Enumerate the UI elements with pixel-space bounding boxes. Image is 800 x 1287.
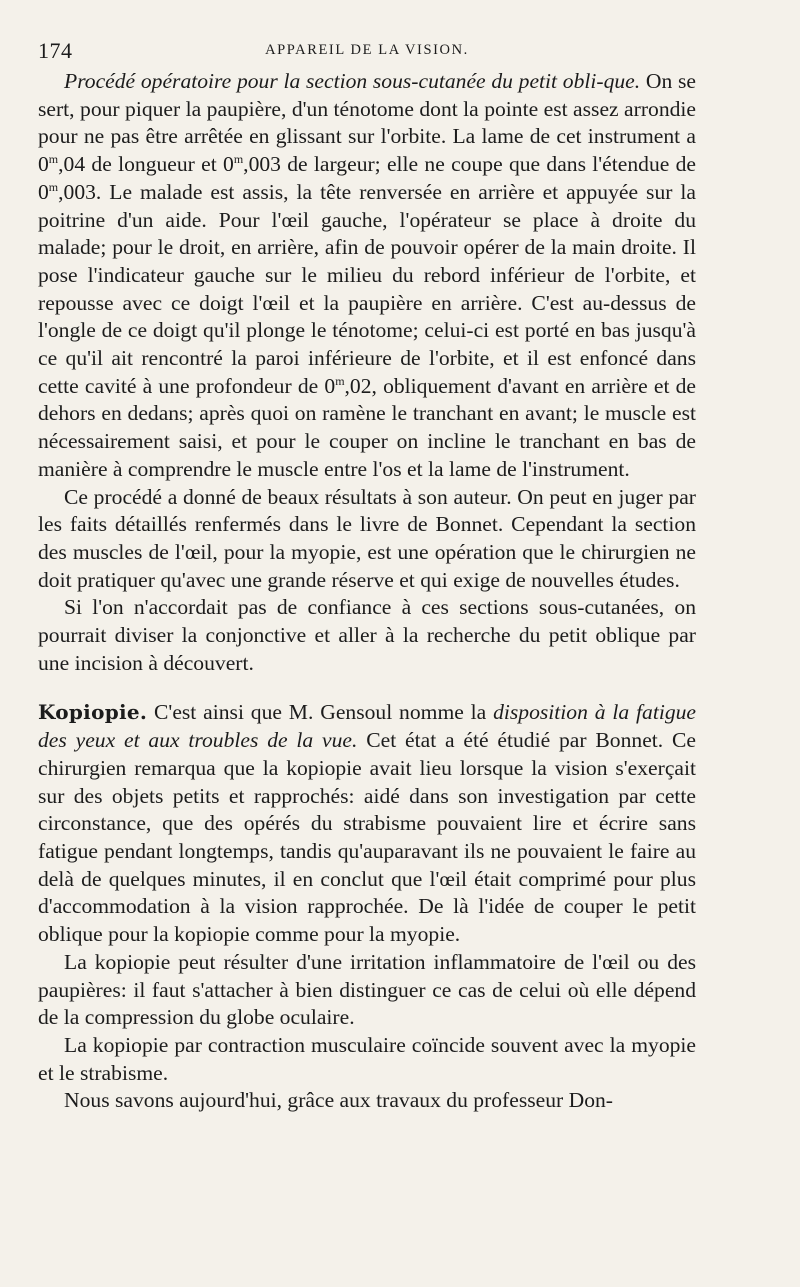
paragraph-continuation: Nous savons aujourd'hui, grâce aux travaux du professeur Don- [64,1088,613,1113]
text-run: C'est ainsi que M. Gensoul nomme la [147,700,494,725]
paragraph-alternative: Si l'on n'accordait pas de confiance à ces sections sous-cutanées, on pourrait diviser la conjonctive et aller à la recherche du petit oblique par une incision à découvert. [38,595,696,675]
text-run: On se sert, pour piquer la paupière, d'un ténotome dont la pointe est assez arrondie pour ne pas être arrêtée en glissant sur l'orbite. La lame de cet instrument a 0 [38,69,696,177]
unit-superscript: m [48,151,59,166]
text-run: ,003. Le malade est assis, la tête renversée en arrière et appuyée sur la poitrine d'un aide. Pour l'œil gauche, l'opérateur se place à droite du malade; pour le droit, en arrière, afin de pouvoir opérer de la main droite. Il pose l'indicateur gauche sur le milieu du rebord inférieur de l'orbite, et repousse avec ce doigt l'œil et la paupière en arrière. C'est au-dessus de l'ongle de ce doigt qu'il plonge le ténotome; celui-ci est porté en bas jusqu'à ce qu'il ait rencontré la paroi inférieure de l'orbite, et il est enfoncé dans cette cavité à une profondeur de 0 [38,179,696,398]
italic-definition: disposition à la fatigue des yeux et aux troubles de la vue. [38,700,696,753]
paragraph-procedure [38,68,696,484]
paragraph-kopiopie [38,699,696,948]
text-run: ,003 de largeur; elle ne coupe que dans l'étendue de 0 [38,152,697,204]
procedure-heading: Procédé opératoire pour la section sous-cutanée du petit obli-que. [64,69,641,93]
unit-superscript: m [48,179,59,194]
text-run: ,04 de longueur et 0 [58,152,234,177]
paragraph-irritation: La kopiopie peut résulter d'une irritation inflammatoire de l'œil ou des paupières: il faut s'attacher à bien distinguer ce cas de celui où elle dépend de la compression du globe oculaire. [38,949,696,1030]
kopiopie-heading: Kopiopie. [38,700,148,725]
paragraph-results: Ce procédé a donné de beaux résultats à son auteur. On peut en juger par les faits détaillés renfermés dans le livre de Bonnet. Cependant la section des muscles de l'œil, pour la myopie, est une opération que le chirurgien ne doit pratiquer qu'avec une grande réserve et qui exige de nouvelles études. [38,484,696,592]
paragraph-contraction: La kopiopie par contraction musculaire coïncide souvent avec la myopie et le strabisme. [38,1032,696,1085]
page-header [38,30,696,68]
text-run: ,02, obliquement d'avant en arrière et de dehors en dedans; après quoi on ramène le tranchant en avant; le muscle est nécessairement saisi, et pour le couper on incline le tranchant en bas de manière à comprendre le muscle entre l'os et la lame de l'instrument. [38,373,696,481]
page-number: 174 [38,38,73,63]
unit-superscript: m [233,151,244,166]
running-title: APPAREIL DE LA VISION. [265,42,469,58]
text-run: Cet état a été étudié par Bonnet. Ce chirurgien remarqua que la kopiopie avait lieu lorsque la vision s'exerçait sur des objets petits et rapprochés: aidé dans son investigation par cette circonstance, que des opérés du strabisme pouvaient lire et écrire sans fatigue pendant longtemps, tandis qu'auparavant ils ne pouvaient le faire au delà de quelques minutes, il en conclut que l'œil était comprimé pour plus d'accommodation à la vision rapprochée. De là l'idée de couper le petit oblique pour la kopiopie comme pour la myopie. [38,728,696,947]
unit-superscript: m [335,373,345,388]
body-text [38,68,696,1115]
